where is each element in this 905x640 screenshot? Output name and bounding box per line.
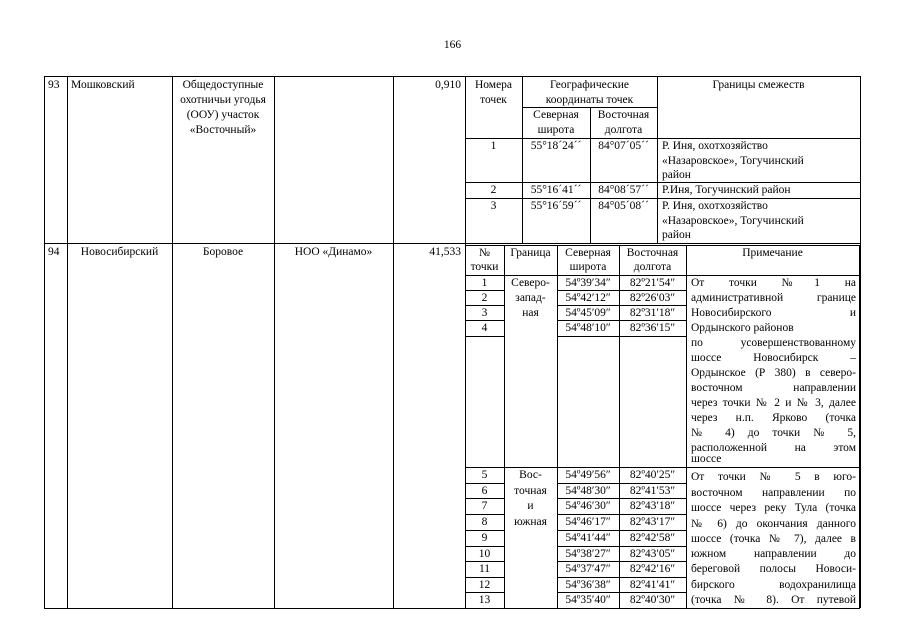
- north-latitude: 54º49′56″: [565, 469, 611, 481]
- east-longitude: 82º36′15″: [629, 322, 676, 334]
- point-number: 6: [481, 485, 488, 497]
- north-latitude: 54º41′44″: [565, 532, 611, 544]
- north-latitude: 54º48′10″: [565, 322, 611, 334]
- hunting-ground-name-line: охотничьи угодья: [180, 94, 266, 106]
- hunting-ground-name: Боровое: [202, 246, 244, 258]
- east-longitude: 82º31′18″: [629, 307, 676, 319]
- subcol-border: [657, 76, 658, 243]
- north-latitude: 55°16´41´´: [530, 184, 582, 196]
- point-number: 10: [478, 548, 491, 560]
- note-line: От точки № 5 в юго-: [691, 471, 856, 483]
- point-no-header: точки: [470, 261, 499, 273]
- land-user: НОО «Динамо»: [294, 246, 373, 258]
- note-line: Ордынского районов: [691, 322, 794, 334]
- table-top-border: [44, 76, 860, 77]
- geo-coords-header: Географические: [550, 79, 629, 91]
- east-longitude: 82º43′17″: [629, 516, 676, 528]
- row-number: 94: [48, 246, 60, 258]
- east-longitude: 82º41′41″: [629, 579, 676, 591]
- north-lat-header: Северная: [565, 247, 611, 259]
- row-number: 93: [48, 79, 60, 91]
- north-lat-header: широта: [537, 124, 575, 136]
- note-line: бирского водохранилища: [691, 579, 856, 591]
- north-latitude: 54º46′17″: [565, 516, 611, 528]
- east-longitude: 82º26′03″: [629, 292, 676, 304]
- point-number: 3: [490, 200, 497, 212]
- border-direction: ная: [522, 307, 539, 319]
- district-name: Мошковский: [71, 79, 135, 91]
- hunting-ground-name-line: «Восточный»: [189, 124, 257, 136]
- north-lat-header: Северная: [533, 109, 579, 121]
- point-number: 11: [478, 563, 491, 575]
- north-latitude: 55°16´59´´: [530, 200, 582, 212]
- note-line: шоссе (точка № 7), далее в: [691, 533, 856, 545]
- north-lat-header: широта: [569, 261, 607, 273]
- point-number: 3: [481, 307, 488, 319]
- borders-header: Границы смежеств: [712, 79, 805, 91]
- area-value: 0,910: [435, 79, 461, 91]
- point-divider: [465, 336, 504, 337]
- point-number: 1: [490, 140, 497, 152]
- border-description: «Назаровское», Тогучинский: [662, 215, 804, 227]
- point-number: 4: [481, 322, 488, 334]
- north-latitude: 54º42′12″: [565, 292, 611, 304]
- point-divider: [557, 336, 686, 337]
- note-line: расположенной на этом: [691, 442, 856, 454]
- col-border: [860, 76, 861, 608]
- point-number: 1: [481, 277, 488, 289]
- border-direction: Северо-: [511, 277, 550, 289]
- point-number: 2: [490, 184, 497, 196]
- east-longitude: 84°08´57´´: [598, 184, 649, 196]
- east-longitude: 84°05´08´´: [598, 200, 649, 212]
- note-line: шоссе: [691, 453, 722, 465]
- north-latitude: 55°18´24´´: [530, 140, 582, 152]
- page-number: 166: [443, 39, 462, 51]
- east-longitude: 82º42′58″: [629, 532, 676, 544]
- north-latitude: 54º48′30″: [565, 485, 611, 497]
- east-lon-header: Восточная: [626, 247, 679, 259]
- border-direction: Вос-: [519, 469, 542, 481]
- point-number: 5: [481, 469, 488, 481]
- north-latitude: 54º38′27″: [565, 548, 611, 560]
- note-line: Ордынское (Р 380) в северо-: [691, 367, 856, 379]
- north-latitude: 54º46′30″: [565, 500, 611, 512]
- border-description: район: [662, 169, 691, 181]
- note-line: № 6) до окончания данного: [691, 518, 856, 530]
- border-direction: точная: [514, 485, 547, 497]
- hunting-ground-name-line: Общедоступные: [182, 79, 264, 91]
- border-description: Р.Иня, Тогучинский район: [662, 184, 791, 196]
- east-lon-header: Восточная: [597, 109, 650, 121]
- note-line: шоссе Новосибирск –: [691, 352, 856, 364]
- note-line: административной границе: [691, 292, 856, 304]
- points-header: точек: [480, 94, 507, 106]
- border-description: Р. Иня, охотхозяйство: [662, 200, 768, 212]
- north-latitude: 54º39′34″: [565, 277, 611, 289]
- border-description: «Назаровское», Тогучинский: [662, 155, 804, 167]
- north-latitude: 54º37′47″: [565, 563, 611, 575]
- note-line: (точка № 8). От путевой: [691, 594, 856, 606]
- col-border: [67, 76, 68, 608]
- note-line: через точки № 2 и № 3, далее: [691, 397, 856, 409]
- note-line: шоссе через реку Тула (точка: [691, 502, 856, 514]
- note-line: восточном направлении: [691, 382, 856, 394]
- border-header: Граница: [510, 247, 551, 259]
- east-longitude: 82º43′18″: [629, 500, 676, 512]
- east-longitude: 82º41′53″: [629, 485, 676, 497]
- north-latitude: 54º36′38″: [565, 579, 611, 591]
- col-border: [274, 76, 275, 608]
- point-number: 8: [481, 516, 488, 528]
- note-line: Новосибирского и: [691, 307, 856, 319]
- hunting-ground-name-line: (ООУ) участок: [186, 109, 260, 121]
- point-number: 13: [478, 594, 491, 606]
- border-direction: запад-: [515, 292, 546, 304]
- point-number: 9: [481, 532, 488, 544]
- east-longitude: 82º42′16″: [629, 563, 676, 575]
- note-header: Примечание: [742, 247, 803, 259]
- note-line: через н.п. Ярково (точка: [691, 412, 856, 424]
- point-number: 7: [481, 500, 488, 512]
- col-border: [172, 76, 173, 608]
- note-line: береговой полосы Новоси-: [691, 563, 856, 575]
- east-longitude: 82º40′25″: [629, 469, 676, 481]
- border-description: район: [662, 229, 691, 241]
- point-no-header: №: [479, 247, 490, 259]
- subcol-border: [859, 245, 860, 608]
- border-direction: южная: [514, 516, 547, 528]
- col-border: [393, 76, 394, 608]
- points-header: Номера: [474, 79, 513, 91]
- col-border: [44, 76, 45, 608]
- note-line: восточном направлении по: [691, 487, 856, 499]
- border-direction: и: [527, 500, 534, 512]
- table-bottom-border: [44, 608, 860, 609]
- east-longitude: 82º43′05″: [629, 548, 676, 560]
- note-line: по усовершенствованному: [691, 337, 856, 349]
- point-number: 2: [481, 292, 488, 304]
- point-number: 12: [478, 579, 491, 591]
- east-longitude: 82º21′54″: [629, 277, 676, 289]
- area-value: 41,533: [429, 246, 461, 258]
- subcol-border: [686, 245, 687, 608]
- note-line: № 4) до точки № 5,: [691, 427, 856, 439]
- note-line: От точки №1 на: [691, 277, 856, 289]
- east-lon-header: долгота: [633, 261, 672, 273]
- north-latitude: 54º35′40″: [565, 594, 611, 606]
- geo-coords-header: координаты точек: [545, 94, 634, 106]
- note-line: южном направлении до: [691, 548, 856, 560]
- east-lon-header: долгота: [604, 124, 643, 136]
- north-latitude: 54º45′09″: [565, 307, 611, 319]
- border-description: Р. Иня, охотхозяйство: [662, 140, 768, 152]
- east-longitude: 84°07´05´´: [598, 140, 649, 152]
- row-divider: [44, 243, 860, 244]
- east-longitude: 82º40′30″: [629, 594, 676, 606]
- district-name: Новосибирский: [80, 246, 159, 258]
